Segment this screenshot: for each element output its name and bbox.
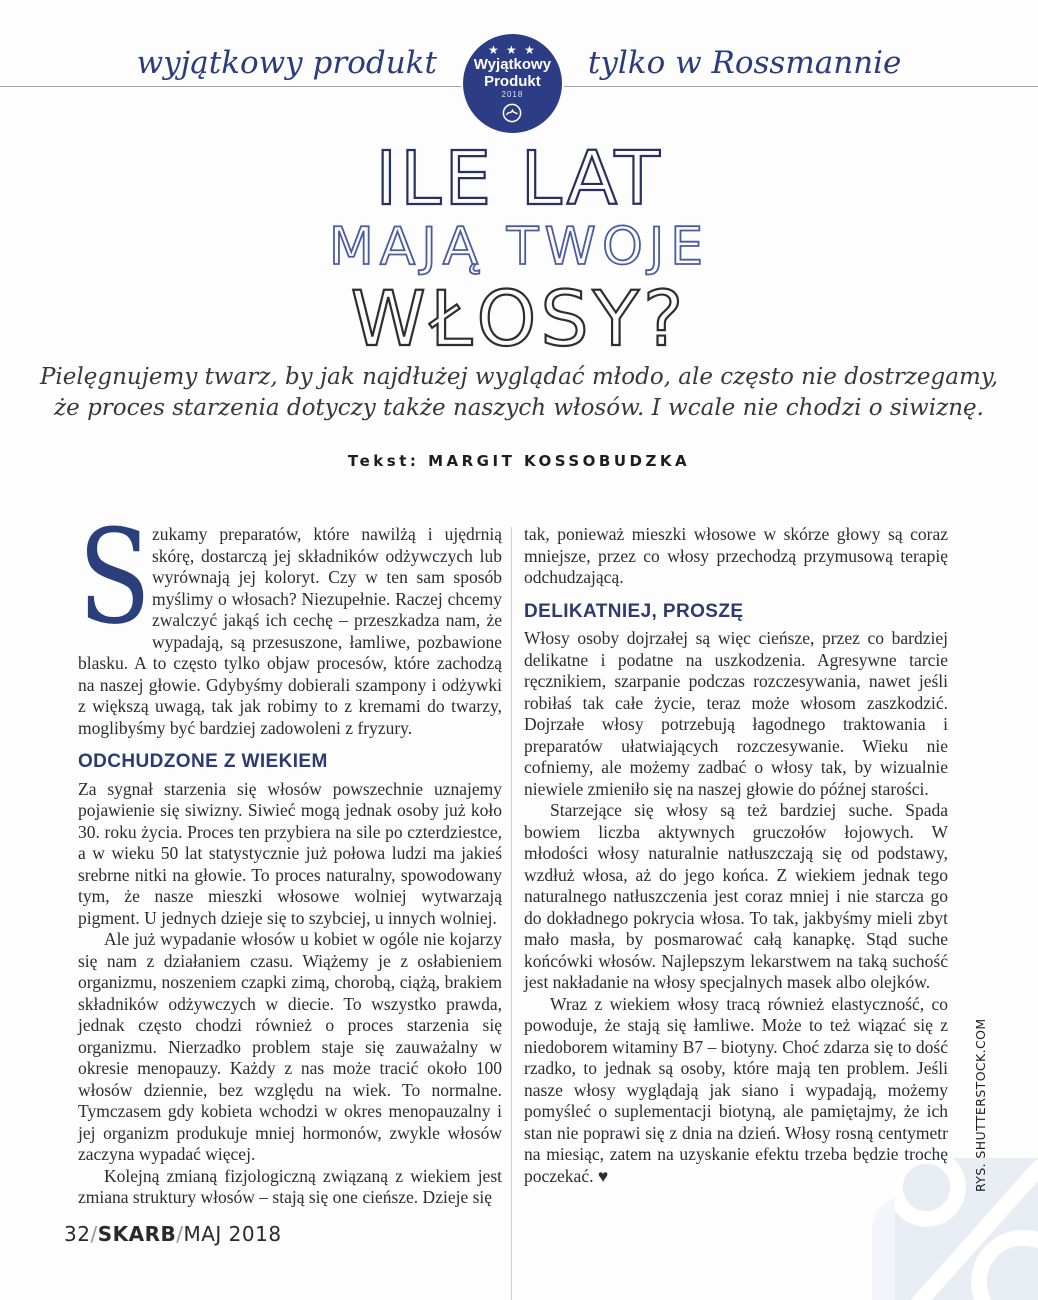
badge-year: 2018 (501, 89, 524, 99)
section-heading-delikatniej: DELIKATNIEJ, PROSZĘ (524, 600, 744, 622)
intro-lede (0, 362, 1038, 424)
header-left-text: wyjątkowy produkt (136, 45, 437, 81)
magazine-name: SKARB (97, 1222, 177, 1246)
column-left (78, 501, 502, 1209)
title-line-2: MAJĄ TWOJE (328, 217, 710, 277)
footer-folio (64, 1222, 282, 1246)
paragraph-text: zukamy preparatów, które nawilżą i ujędrnią skórę, dostarczą jej składników odżywczych lub wyrównają jej koloryt. Czy w ten sam sposób myślimy o włosach? Niezupełnie. Raczej chcemy zwalczyć jakąś ich cechę – przeszkadza nam, że wypadają, są przesuszone, łamliwe, pozbawione blasku. A to często tylko objaw procesów, które zachodzą na naszej głowie. Gdybyśmy dobierali szampony i odżywki z większą uwagą, tak jak robimy to z kremami do twarzy, moglibyśmy być bardziej zadowoleni z fryzury. (78, 524, 502, 738)
intro-line-1: Pielęgnujemy twarz, by jak najdłużej wyglądać młodo, ale często nie dostrzegamy, (39, 364, 999, 390)
header-right-text: tylko w Rossmannie (587, 45, 902, 81)
paragraph: Starzejące się włosy są też bardziej suche. Spada bowiem liczba aktywnych gruczołów łojowych. W młodości włosy naturalnie natłuszczają się od podstawy, wzdłuż włosa, aż do jego końca. Z wiekiem jednak tego naturalnego natłuszczenia jest coraz mniej i nie starcza go do dokładnego pokrycia włosa. To tak, jakbyśmy mieli zbyt mało masła, by posmarować całą kanapkę. Stąd suche końcówki włosów. Najlepszym lekarstwem na taką suchość jest nakładanie na włosy specjalnych masek albo olejków. (524, 800, 948, 992)
paragraph: Wraz z wiekiem włosy tracą również elastyczność, co powoduje, że stają się łamliwe. Może to też wiązać się z niedoborem witaminy B7 – biotyny. Choć zdarza się to dość rzadko, to jednak są osoby, które mają ten problem. Jeśli nasze włosy wyglądają jak siano i wypadają, możemy pomyśleć o suplementacji biotyną, ale pamiętajmy, że ich stan nie poprawi się z dnia na dzień. Włosy rosną centymetr na miesiąc, zatem na uzyskanie efektu trzeba będzie trochę poczekać. ♥ (524, 993, 948, 1186)
header (0, 0, 1038, 150)
paragraph: tak, ponieważ mieszki włosowe w skórze głowy są coraz mniejsze, przez co włosy przechodzą przymusową terapię odchudzającą. (524, 524, 948, 587)
column-divider (511, 527, 512, 1300)
section-heading-odchudzone: ODCHUDZONE Z WIEKIEM (78, 751, 328, 772)
footer-separator: / (90, 1222, 98, 1246)
intro-line-2: że proces starzenia dotyczy także naszych włosów. I wcale nie chodzi o siwiznę. (54, 395, 984, 421)
footer-separator: / (176, 1222, 184, 1246)
badge-line2: Produkt (484, 72, 541, 90)
rossmann-logo-icon (501, 102, 523, 124)
stars-icon: ★ ★ ★ (487, 42, 537, 57)
title-line-3: WŁOSY? (350, 274, 688, 360)
dropcap-letter: S (78, 501, 152, 653)
paragraph (78, 501, 502, 739)
page-title (0, 142, 1038, 365)
photo-credit: RYS. SHUTTERSTOCK.COM (973, 1018, 988, 1192)
paragraph: Ale już wypadanie włosów u kobiet w ogóle nie kojarzy się nam z działaniem czasu. Wiążemy je z osłabieniem organizmu, noszeniem czapki zimą, chorobą, ciążą, brakiem składników odżywczych w diecie. To wszystko prawda, jednak często chodzi również o proces starzenia się organizmu. Nierzadko problem staje się zauważalny w okresie menopauzy. Każdy z nas może tracić około 100 włosów dziennie, bez względu na wiek. To normalne. Tymczasem gdy kobieta wchodzi w okres menopauzalny i jej organizm produkuje mniej hormonów, zwykle włosów zaczyna wypadać więcej. (78, 929, 502, 1164)
paragraph: Włosy osoby dojrzałej są więc cieńsze, przez co bardziej delikatne i podatne na uszkodzenia. Agresywne tarcie ręcznikiem, szarpanie podczas rozczesywania, nawet jeśli robiłaś tak całe życie, teraz może włosom zaszkodzić. Dojrzałe włosy potrzebują łagodnego traktowania i preparatów ułatwiających rozczesywanie. Wieku nie cofniemy, ale możemy zadbać o włosy tak, by wizualnie niewiele zmieniło się na naszej głowie do późnej starości. (524, 628, 948, 799)
paragraph: Kolejną zmianą fizjologiczną związaną z wiekiem jest zmiana struktury włosów – stają się one cieńsze. Dzieje się (78, 1165, 502, 1207)
wyjatkowy-produkt-badge (463, 34, 562, 133)
page-number: 32 (64, 1222, 91, 1246)
title-line-1: ILE LAT (375, 142, 663, 222)
paragraph: Za sygnał starzenia się włosów powszechnie uznajemy pojawienie się siwizny. Siwieć mogą jednak osoby już koło 30. roku życia. Proces ten przybiera na sile po czterdziestce, a w wieku 50 lat statystycznie już połowa ludzi ma jakieś srebrne nitki na głowie. To proces naturalny, spowodowany tym, że nasze mieszki włosowe wolniej wytwarzają pigment. U jednych dzieje się to szybciej, u innych wolniej. (78, 778, 502, 928)
badge-line1: Wyjątkowy (473, 55, 552, 73)
issue-date: MAJ 2018 (183, 1222, 282, 1246)
column-right (524, 524, 948, 1187)
byline: Tekst: MARGIT KOSSOBUDZKA (347, 452, 691, 470)
